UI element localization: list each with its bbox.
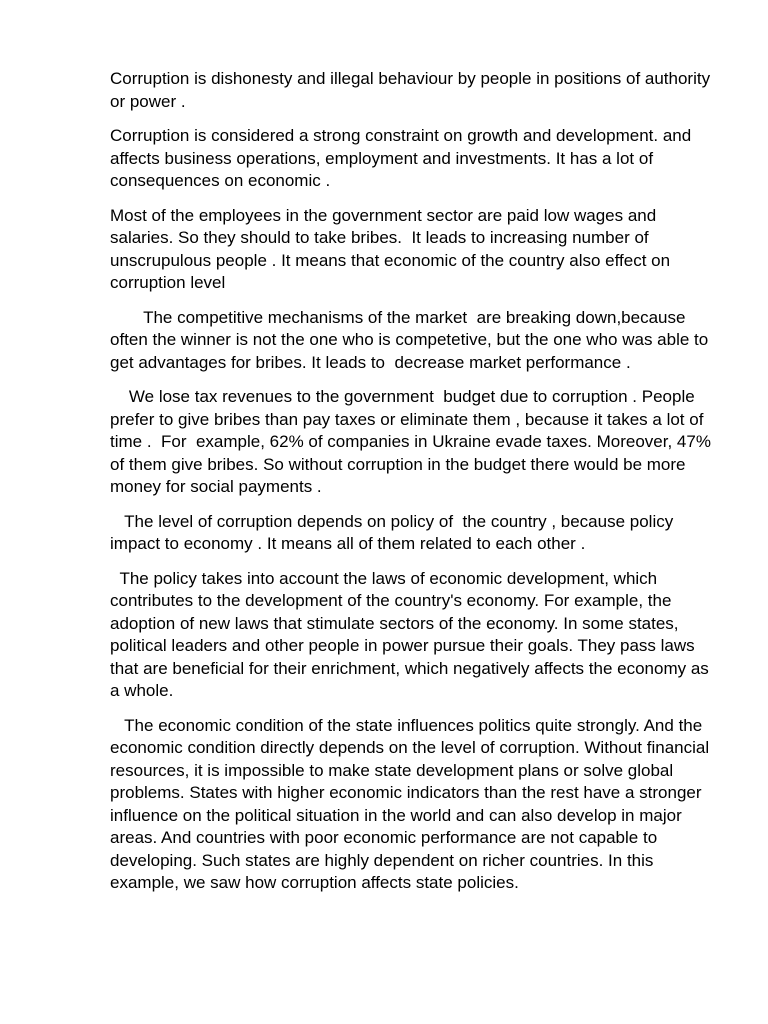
- paragraph-policy-laws: The policy takes into account the laws of economic development, which contributes to the development of the country's economy. For example, the adoption of new laws that stimulate sectors of the economy. In some states, political leaders and other people in power pursue their goals. They pass laws that are beneficial for their enrichment, which negatively affects the economy as a whole.: [110, 568, 714, 700]
- paragraph-constraint: Corruption is considered a strong constraint on growth and development. and affects business operations, employment and investments. It has a lot of consequences on economic .: [110, 126, 696, 190]
- paragraph-tax-revenues: We lose tax revenues to the government budget due to corruption . People prefer to give bribes than pay taxes or eliminate them , because it takes a lot of time . For example, 62% of companies in Ukraine evade taxes. Moreover, 47% of them give bribes. So without corruption in the budget there would be more money for social payments .: [110, 387, 716, 496]
- document-page: [110, 68, 716, 907]
- paragraph-low-wages: Most of the employees in the government sector are paid low wages and salaries. So they should to take bribes. It leads to increasing number of unscrupulous people . It means that economic of the country also effect on corruption level: [110, 205, 675, 292]
- paragraph-market-mechanisms: The competitive mechanisms of the market are breaking down,because often the winner is not the one who is competetive, but the one who was able to get advantages for bribes. It leads to decrease market performance .: [110, 307, 713, 372]
- paragraph-policy-dependence: The level of corruption depends on policy of the country , because policy impact to economy . It means all of them related to each other .: [110, 511, 678, 553]
- paragraph-economic-condition: The economic condition of the state influences politics quite strongly. And the economic condition directly depends on the level of corruption. Without financial resources, it is impossible to make state development plans or solve global problems. States with higher economic indicators than the rest have a stronger influence on the political situation in the world and can also develop in major areas. And countries with poor economic performance are not capable to developing. Such states are highly dependent on richer countries. In this example, we saw how corruption affects state policies.: [110, 715, 714, 892]
- paragraph-definition: Corruption is dishonesty and illegal behaviour by people in positions of authority or power .: [110, 69, 715, 111]
